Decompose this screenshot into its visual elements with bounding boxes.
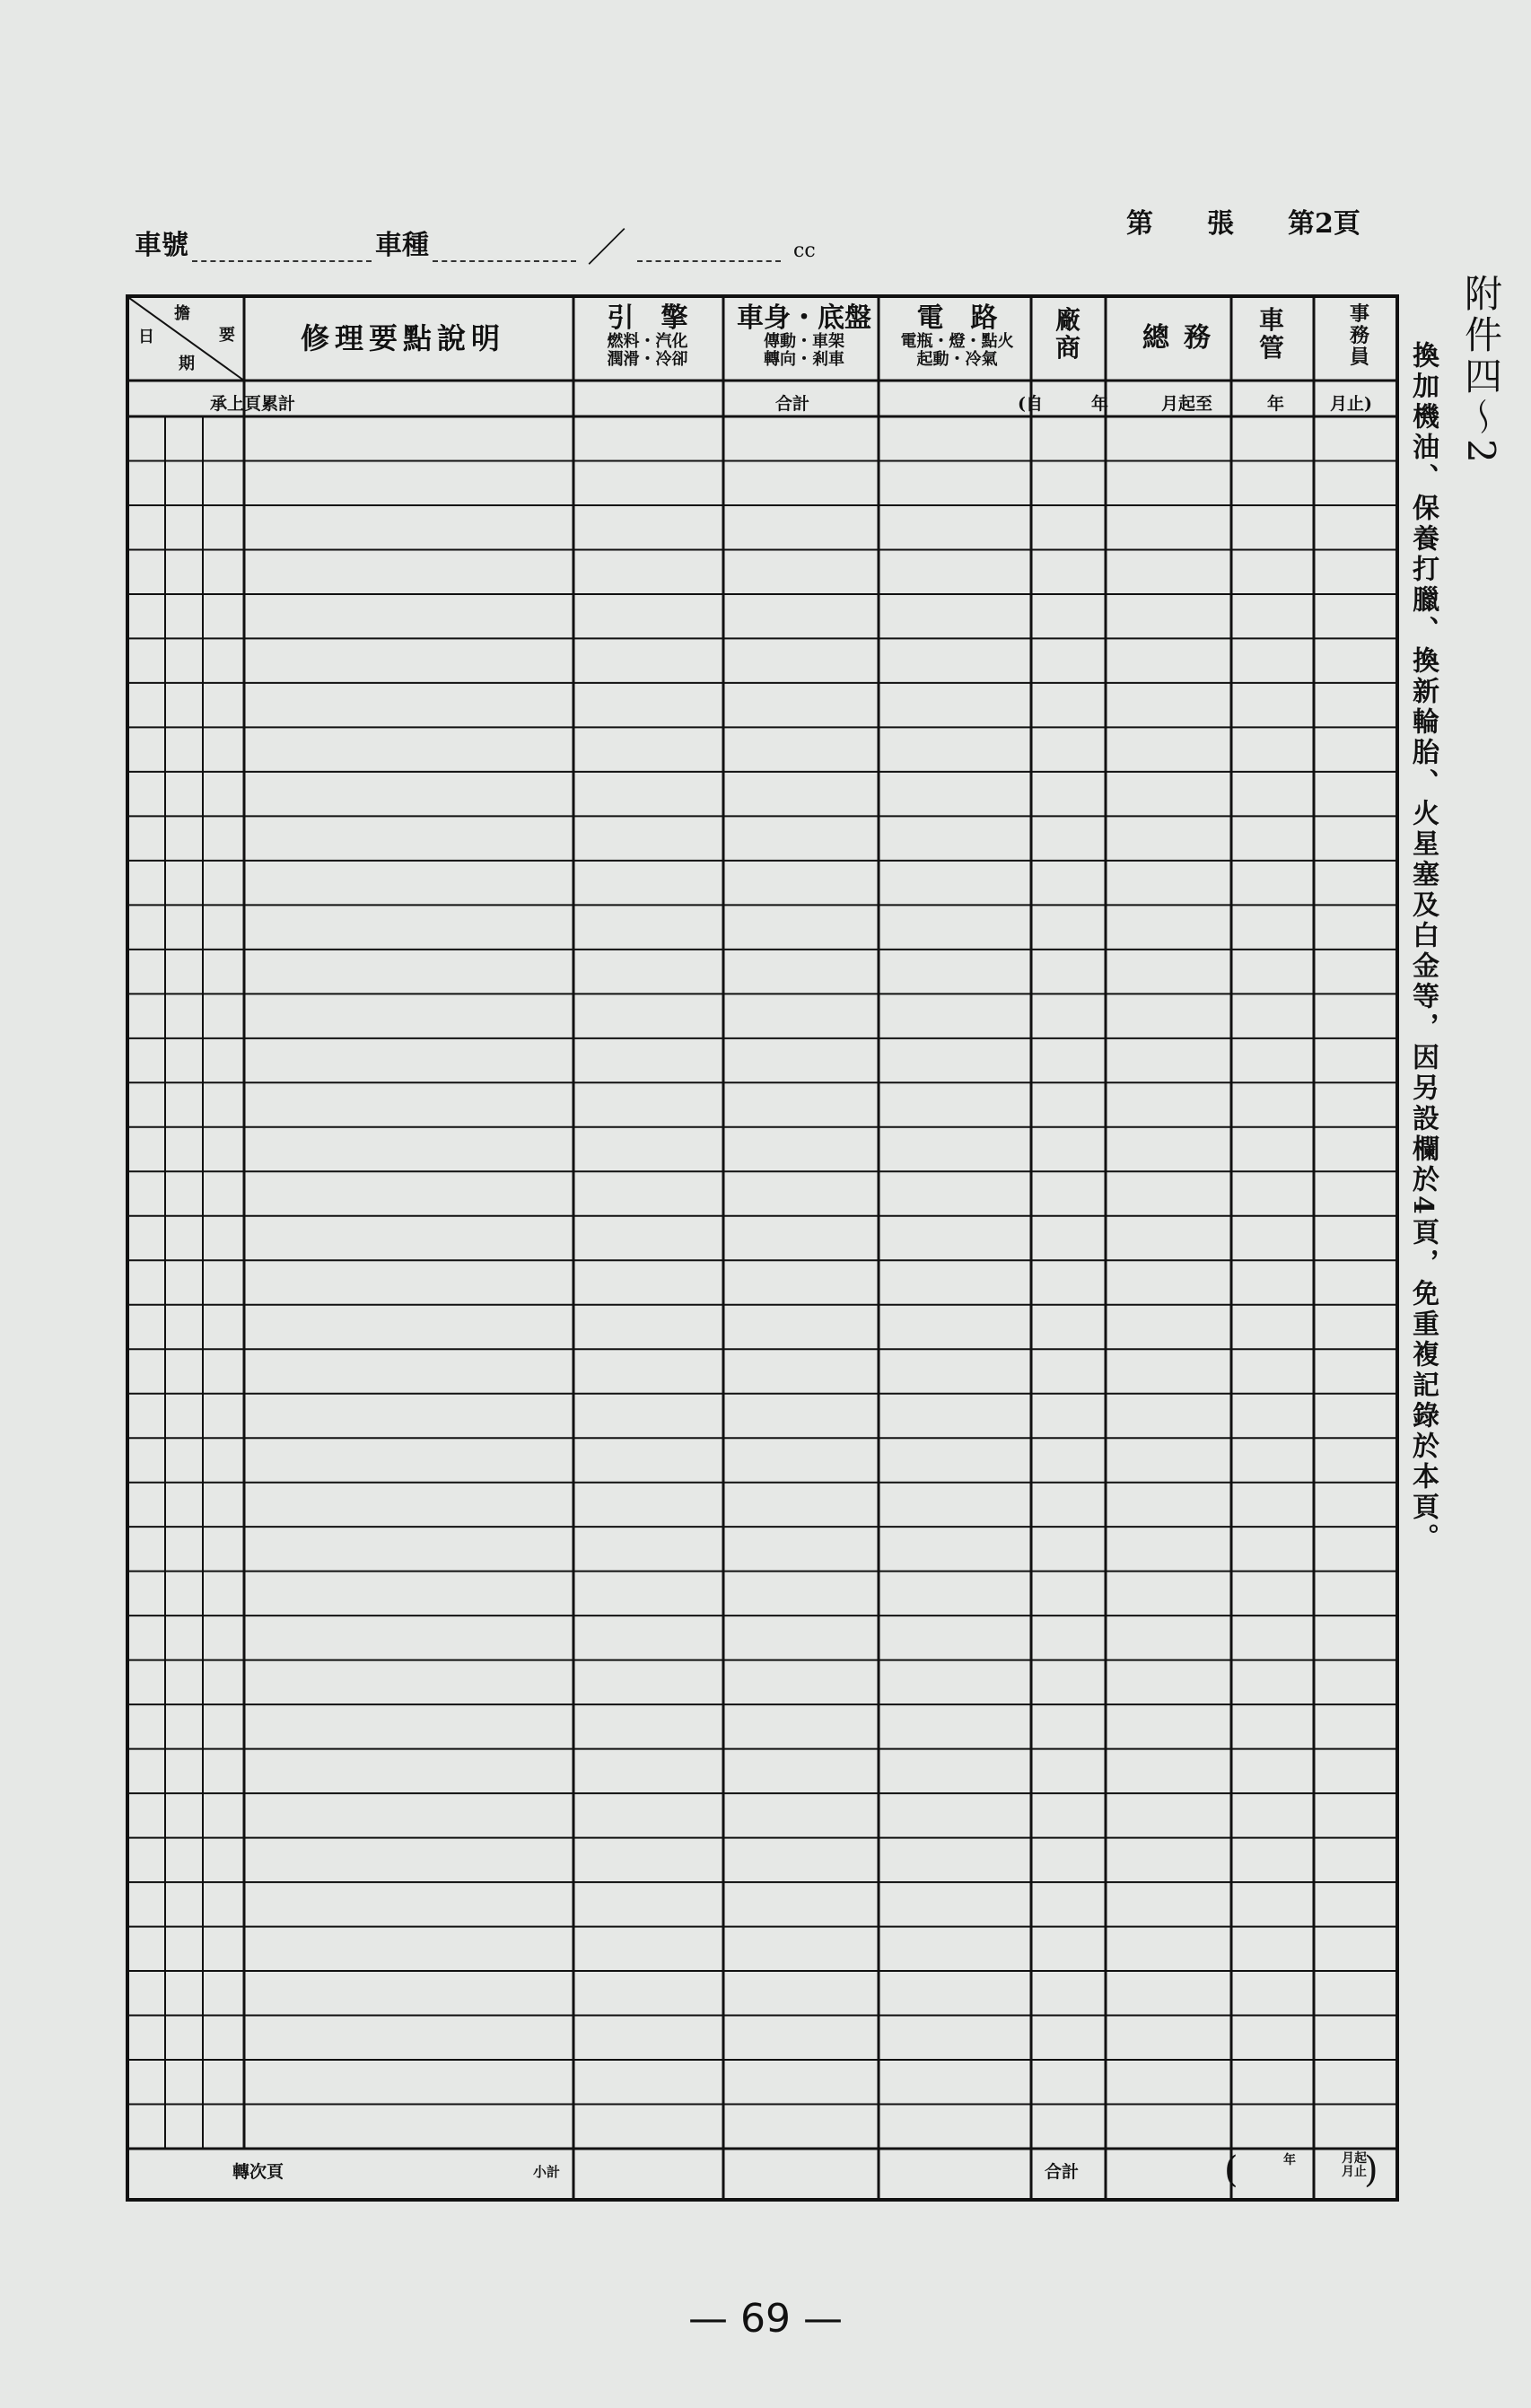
footer-year: 年	[1283, 2153, 1296, 2167]
carry-month-from: 月起至	[1161, 394, 1213, 414]
car-number-label: 車號	[135, 230, 188, 261]
header-diag-period: 期	[179, 355, 195, 373]
header-diag-key: 要	[219, 326, 235, 345]
header-diag-day: 日	[138, 328, 154, 346]
header-engine-sub1: 燃料・汽化	[607, 332, 688, 351]
page-label: 第2頁	[1288, 208, 1360, 240]
carry-month-to: 月止)	[1330, 394, 1372, 414]
engine-cc-blank[interactable]	[637, 237, 781, 262]
slash-separator: ／	[587, 225, 626, 271]
table-grid-lines	[129, 298, 1395, 2198]
page-number: — 69 —	[688, 2296, 843, 2342]
header-vendor: 廠商	[1054, 305, 1080, 363]
header-engine-title: 引 擎	[607, 302, 688, 334]
carry-year1: 年	[1091, 394, 1109, 414]
header-body-chassis	[728, 303, 880, 369]
zhang-label: 張	[1207, 208, 1234, 240]
header-electric-sub1: 電瓶・燈・點火	[900, 332, 1014, 351]
header-electric	[883, 303, 1031, 369]
footer-paren-close: )	[1364, 2150, 1378, 2191]
annex-title: 附件四〜2	[1459, 274, 1503, 467]
carry-year2: 年	[1267, 394, 1285, 414]
header-engine	[578, 303, 717, 369]
header-vehicle-mgmt: 車管	[1258, 305, 1284, 363]
repair-record-table	[126, 294, 1399, 2202]
carry-paren-open: (自	[1018, 394, 1043, 414]
header-sheet-info	[1126, 201, 1360, 241]
header-clerk: 事務員	[1349, 302, 1369, 370]
car-type-label: 車種	[375, 230, 429, 261]
annex-note: 換加機油、保養打臘、換新輪胎、火星塞及白金等，因另設欄於4頁，免重複記錄於本頁。	[1407, 341, 1439, 1554]
footer-subtotal: 小計	[533, 2164, 561, 2180]
car-number-blank[interactable]	[192, 237, 372, 262]
header-engine-sub2: 潤滑・冷卻	[607, 349, 688, 369]
cc-label: cc	[793, 240, 816, 262]
carry-over-total: 合計	[775, 394, 810, 414]
carry-over-label: 承上頁累計	[210, 394, 296, 414]
footer-transfer: 轉次頁	[232, 2162, 284, 2182]
car-type-blank[interactable]	[433, 237, 576, 262]
header-electric-sub2: 起動・冷氣	[916, 349, 998, 369]
header-body-sub2: 轉向・剎車	[764, 349, 844, 369]
footer-paren-open: (	[1224, 2150, 1238, 2191]
sheet-label: 第	[1126, 208, 1153, 240]
footer-total: 合計	[1045, 2162, 1080, 2182]
header-electric-title: 電 路	[916, 302, 998, 334]
header-diag-item: 擔	[174, 304, 190, 323]
header-body-sub1: 傳動・車架	[764, 332, 844, 351]
header-description: 修理要點說明	[300, 321, 505, 355]
header-general-affairs: 總務	[1142, 322, 1225, 354]
footer-month-range: 月起月止	[1342, 2151, 1367, 2180]
header-body-title: 車身・底盤	[737, 302, 871, 334]
header-vehicle-info	[135, 223, 816, 271]
